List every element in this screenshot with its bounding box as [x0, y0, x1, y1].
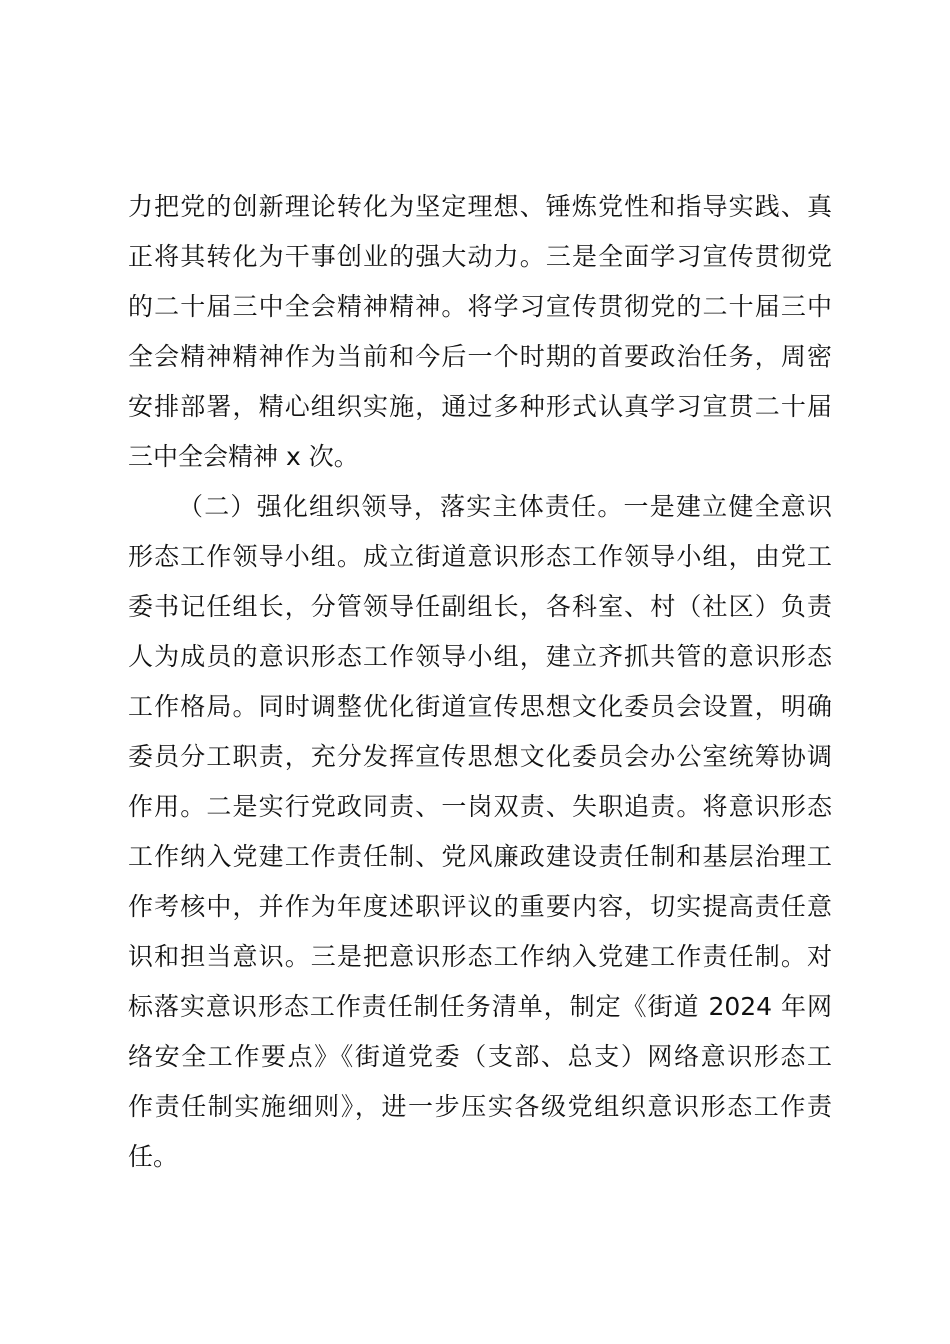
text-line: 络安全工作要点》《街道党委（支部、总支）网络意识形态工 [128, 1042, 832, 1071]
text-line: 委员分工职责，充分发挥宣传思想文化委员会办公室统筹协调 [128, 742, 832, 771]
paragraph-section-2 [128, 482, 832, 1182]
text-line: 工作纳入党建工作责任制、党风廉政建设责任制和基层治理工 [128, 842, 832, 871]
text-line: 三中全会精神 x 次。 [128, 442, 359, 471]
text-line: 人为成员的意识形态工作领导小组，建立齐抓共管的意识形态 [128, 642, 832, 671]
text-line: 标落实意识形态工作责任制任务清单，制定《街道 2024 年网 [128, 992, 832, 1021]
text-line: 委书记任组长，分管领导任副组长，各科室、村（社区）负责 [128, 592, 832, 621]
paragraph-continued [128, 182, 832, 482]
text-line: 工作格局。同时调整优化街道宣传思想文化委员会设置，明确 [128, 692, 832, 721]
text-line: 作责任制实施细则》，进一步压实各级党组织意识形态工作责 [128, 1092, 832, 1121]
text-line-indented: （二）强化组织领导，落实主体责任。一是建立健全意识 [178, 492, 832, 521]
text-line: 作用。二是实行党政同责、一岗双责、失职追责。将意识形态 [128, 792, 832, 821]
text-line: 任。 [128, 1142, 179, 1171]
text-line: 正将其转化为干事创业的强大动力。三是全面学习宣传贯彻党 [128, 242, 832, 271]
text-line: 力把党的创新理论转化为坚定理想、锤炼党性和指导实践、真 [128, 192, 832, 221]
text-line: 全会精神精神作为当前和今后一个时期的首要政治任务，周密 [128, 342, 832, 371]
text-line: 形态工作领导小组。成立街道意识形态工作领导小组，由党工 [128, 542, 832, 571]
text-line: 安排部署，精心组织实施，通过多种形式认真学习宣贯二十届 [128, 392, 832, 421]
text-line: 识和担当意识。三是把意识形态工作纳入党建工作责任制。对 [128, 942, 832, 971]
text-line: 的二十届三中全会精神精神。将学习宣传贯彻党的二十届三中 [128, 292, 832, 321]
text-line: 作考核中，并作为年度述职评议的重要内容，切实提高责任意 [128, 892, 832, 921]
